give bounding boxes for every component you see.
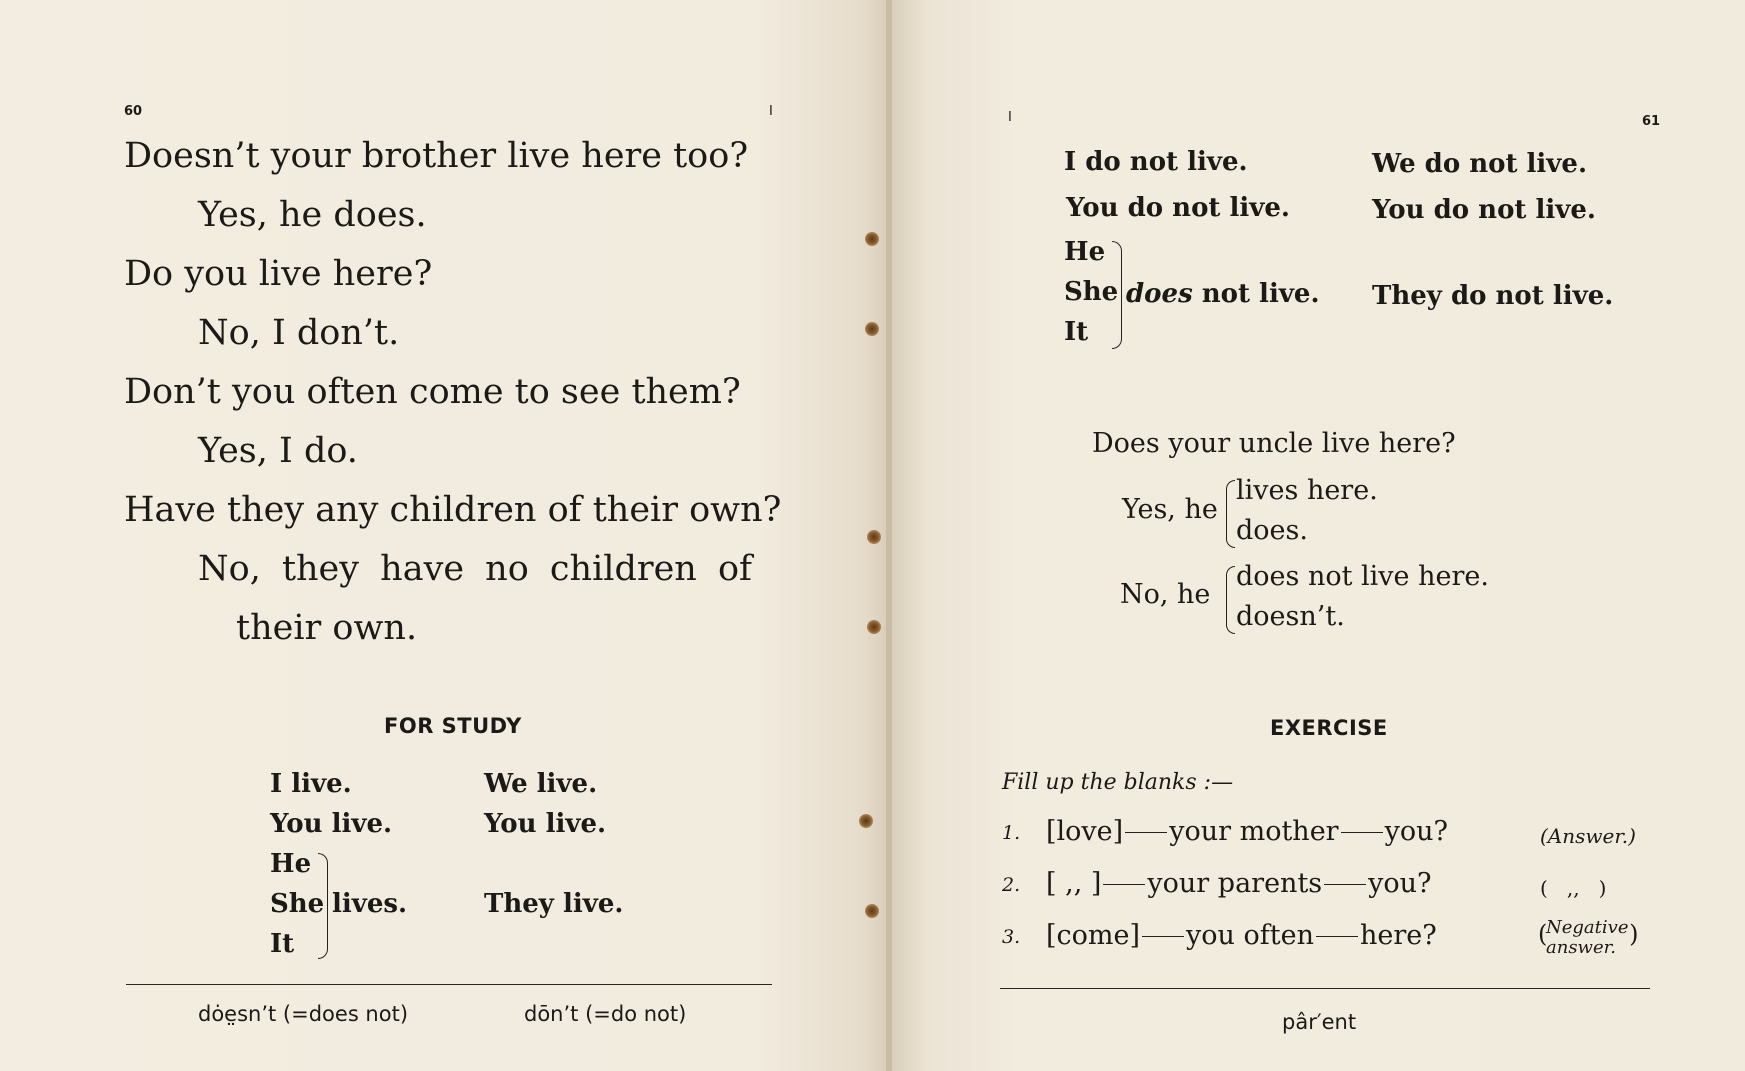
negative-cell: You do not live. xyxy=(1066,193,1290,223)
staple-hole xyxy=(859,814,873,828)
blank-line xyxy=(1103,884,1145,885)
open-paren: ( xyxy=(1538,920,1548,948)
exercise-line xyxy=(1046,868,1432,899)
exercise-middle: you often xyxy=(1186,920,1314,951)
staple-hole xyxy=(865,904,879,918)
staple-hole xyxy=(867,530,881,544)
dialogue-line: No, they have no children of xyxy=(198,549,752,589)
no-brace xyxy=(1226,566,1235,634)
study-pronoun: He xyxy=(270,849,312,879)
exercise-bracket: [love] xyxy=(1046,816,1124,847)
blank-line xyxy=(1324,884,1366,885)
negative-cell: I do not live. xyxy=(1064,147,1248,177)
negative-pronoun: She xyxy=(1064,277,1119,307)
qa-yes-option: lives here. xyxy=(1236,475,1378,506)
negative-pronoun: He xyxy=(1064,237,1106,267)
corner-mark: I xyxy=(769,104,773,119)
exercise-line xyxy=(1046,920,1437,951)
exercise-bracket: [come] xyxy=(1046,920,1141,951)
qa-yes-prefix: Yes, he xyxy=(1122,494,1218,525)
blank-line xyxy=(1125,832,1167,833)
dialogue-line: No, I don’t. xyxy=(198,313,400,353)
exercise-number: 1. xyxy=(1002,822,1021,844)
exercise-end: you? xyxy=(1368,868,1432,899)
does-italic: does xyxy=(1126,279,1193,309)
qa-question: Does your uncle live here? xyxy=(1092,428,1456,459)
study-pronoun: It xyxy=(270,929,295,959)
footnote: pâr′ent xyxy=(1282,1010,1357,1034)
dialogue-line: Do you live here? xyxy=(124,254,433,294)
qa-no-option: doesn’t. xyxy=(1236,601,1345,632)
staple-hole xyxy=(865,232,879,246)
exercise-end: you? xyxy=(1384,816,1448,847)
note-line: answer. xyxy=(1546,937,1616,958)
corner-mark: I xyxy=(1008,110,1012,125)
qa-yes-option: does. xyxy=(1236,515,1308,546)
study-brace xyxy=(318,853,328,959)
exercise-bracket: [ ,, ] xyxy=(1046,868,1102,899)
blank-line xyxy=(1341,832,1383,833)
exercise-note xyxy=(1538,917,1639,958)
negative-verb xyxy=(1126,279,1320,309)
dialogue-line: their own. xyxy=(236,608,418,648)
page-number-61: 61 xyxy=(1642,114,1661,129)
negative-cell: They do not live. xyxy=(1372,281,1614,311)
exercise-middle: your mother xyxy=(1169,816,1339,847)
exercise-note: (Answer.) xyxy=(1540,824,1636,848)
study-cell: You live. xyxy=(484,809,607,839)
note-line: Negative xyxy=(1546,917,1629,938)
study-cell: They live. xyxy=(484,889,624,919)
negative-pronoun: It xyxy=(1064,317,1089,347)
study-cell: You live. xyxy=(270,809,393,839)
study-verb: lives. xyxy=(332,889,408,919)
footnote: dȯe̤sn’t (=does not) xyxy=(198,1002,409,1026)
negative-cell: We do not live. xyxy=(1372,149,1588,179)
negative-brace xyxy=(1112,241,1122,349)
study-cell: We live. xyxy=(484,769,598,799)
dialogue-line: Don’t you often come to see them? xyxy=(124,372,741,412)
exercise-number: 3. xyxy=(1002,926,1021,948)
exercise-middle: your parents xyxy=(1147,868,1323,899)
yes-brace xyxy=(1226,480,1235,548)
page-number-60: 60 xyxy=(124,104,143,119)
qa-no-option: does not live here. xyxy=(1236,561,1489,592)
study-pronoun: She xyxy=(270,889,325,919)
qa-no-prefix: No, he xyxy=(1120,579,1211,610)
staple-hole xyxy=(865,322,879,336)
study-cell: I live. xyxy=(270,769,352,799)
right-page xyxy=(892,0,1745,1071)
close-paren: ) xyxy=(1629,920,1639,948)
dialogue-line: Yes, I do. xyxy=(198,431,358,471)
blank-line xyxy=(1142,936,1184,937)
staple-hole xyxy=(867,620,881,634)
dialogue-line: Have they any children of their own? xyxy=(124,490,782,530)
exercise-heading: EXERCISE xyxy=(1270,716,1388,740)
exercise-instruction: Fill up the blanks :— xyxy=(1002,770,1234,795)
footnote: dōn’t (=do not) xyxy=(524,1002,687,1026)
negative-cell: You do not live. xyxy=(1372,195,1596,225)
exercise-line xyxy=(1046,816,1448,847)
exercise-number: 2. xyxy=(1002,874,1021,896)
exercise-note: ( ,, ) xyxy=(1540,876,1607,900)
dialogue-line: Yes, he does. xyxy=(198,195,427,235)
exercise-end: here? xyxy=(1359,920,1437,951)
for-study-heading: FOR STUDY xyxy=(384,714,522,738)
footnote-rule xyxy=(126,984,772,985)
dialogue-line: Doesn’t your brother live here too? xyxy=(124,136,749,176)
not-live-text: not live. xyxy=(1192,279,1320,309)
blank-line xyxy=(1316,936,1358,937)
footnote-rule xyxy=(1000,988,1650,989)
